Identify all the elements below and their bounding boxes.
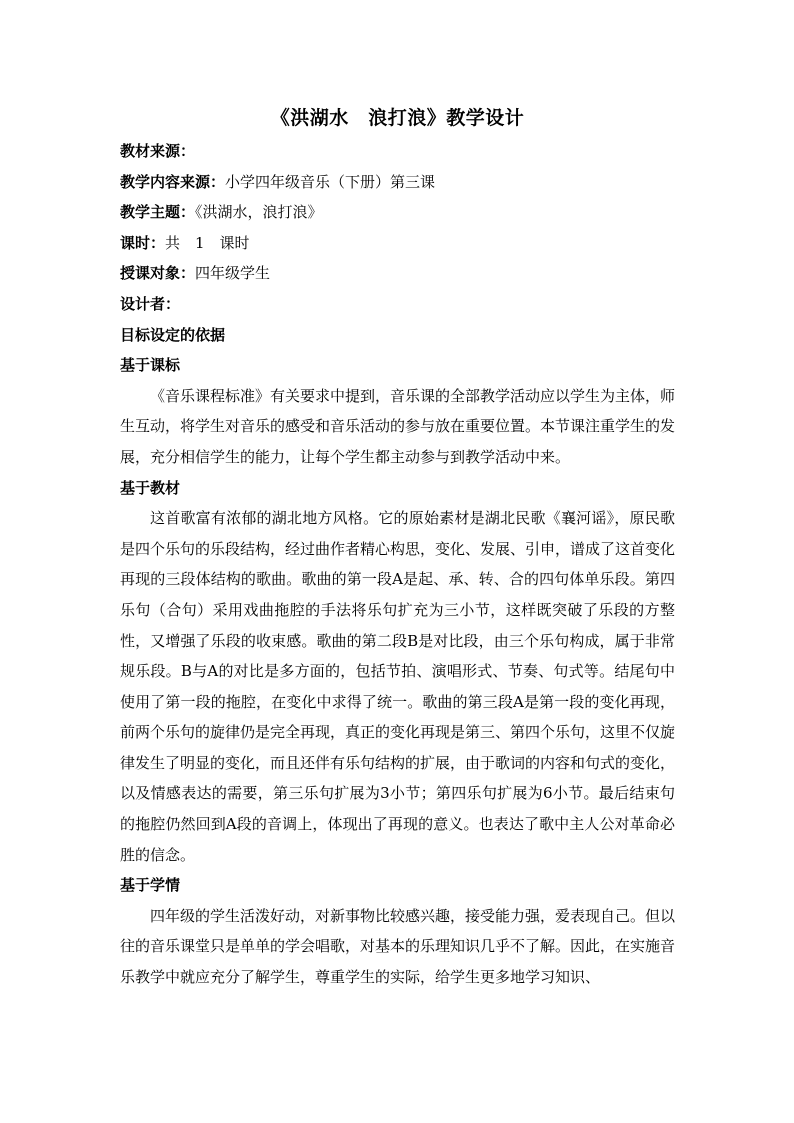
meta-source-label: 教材来源：	[120, 142, 196, 160]
meta-audience-value: 四年级学生	[195, 264, 271, 283]
section-text-students: 四年级的学生活泼好动，对新事物比较感兴趣，接受能力强，爱表现自己。但以往的音乐课堂只是单单的学会唱歌，对基本的乐理知识几乎不了解。因此，在实施音乐教学中就应充分了解学生，尊重学生的实际，给学生更多地学习知识、	[120, 906, 676, 987]
section-text-curriculum: 《音乐课程标准》有关要求中提到，音乐课的全部教学活动应以学生为主体，师生互动，将学生对音乐的感受和音乐活动的参与放在重要位置。本节课注重学生的发展，充分相信学生的能力，让每个学生都主动参与到教学活动中来。	[120, 386, 676, 466]
meta-audience	[120, 258, 675, 289]
section-heading-textbook: 基于教材	[120, 478, 181, 497]
meta-designer-label: 设计者：	[120, 294, 181, 313]
basis-heading: 目标设定的依据	[120, 325, 226, 344]
document-title: 《洪湖水 浪打浪》教学设计	[270, 107, 525, 129]
meta-content-source-label: 教学内容来源：	[120, 172, 226, 191]
meta-content-source-value: 小学四年级音乐（下册）第三课	[225, 172, 436, 191]
meta-class-hours-label: 课时：	[120, 233, 166, 252]
meta-designer	[120, 289, 675, 320]
meta-source	[120, 136, 675, 167]
meta-audience-label: 授课对象：	[120, 264, 196, 283]
meta-class-hours	[120, 228, 675, 259]
section-heading-students: 基于学情	[120, 876, 181, 895]
document-page	[120, 100, 675, 993]
meta-theme-label: 教学主题：	[120, 203, 196, 222]
meta-class-hours-value: 共 1 课时	[165, 233, 250, 252]
section-heading-curriculum: 基于课标	[120, 356, 181, 375]
section-text-textbook: 这首歌富有浓郁的湖北地方风格。它的原始素材是湖北民歌《襄河谣》，原民歌是四个乐句的乐段结构，经过曲作者精心构思，变化、发展、引申，谱成了这首变化再现的三段体结构的歌曲。歌曲的第一段A是起、承、转、合的四句体单乐段。第四乐句（合句）采用戏曲拖腔的手法将乐句扩充为三小节，这样既突破了乐段的方整性，又增强了乐段的收束感。歌曲的第二段B是对比段，由三个乐句构成，属于非常规乐段。B与A的对比是多方面的，包括节拍、演唱形式、节奏、句式等。结尾句中使用了第一段的拖腔，在变化中求得了统一。歌曲的第三段A是第一段的变化再现，前两个乐句的旋律仍是完全再现，真正的变化再现是第三、第四个乐句，这里不仅旋律发生了明显的变化，而且还伴有乐句结构的扩展，由于歌词的内容和句式的变化，以及情感表达的需要，第三乐句扩展为3小节；第四乐句扩展为6小节。最后结束句的拖腔仍然回到A段的音调上，体现出了再现的意义。也表达了歌中主人公对革命必胜的信念。	[120, 509, 676, 864]
meta-theme-value: 《洪湖水，浪打浪》	[195, 203, 323, 222]
meta-content-source	[120, 167, 675, 198]
meta-theme	[120, 197, 675, 228]
